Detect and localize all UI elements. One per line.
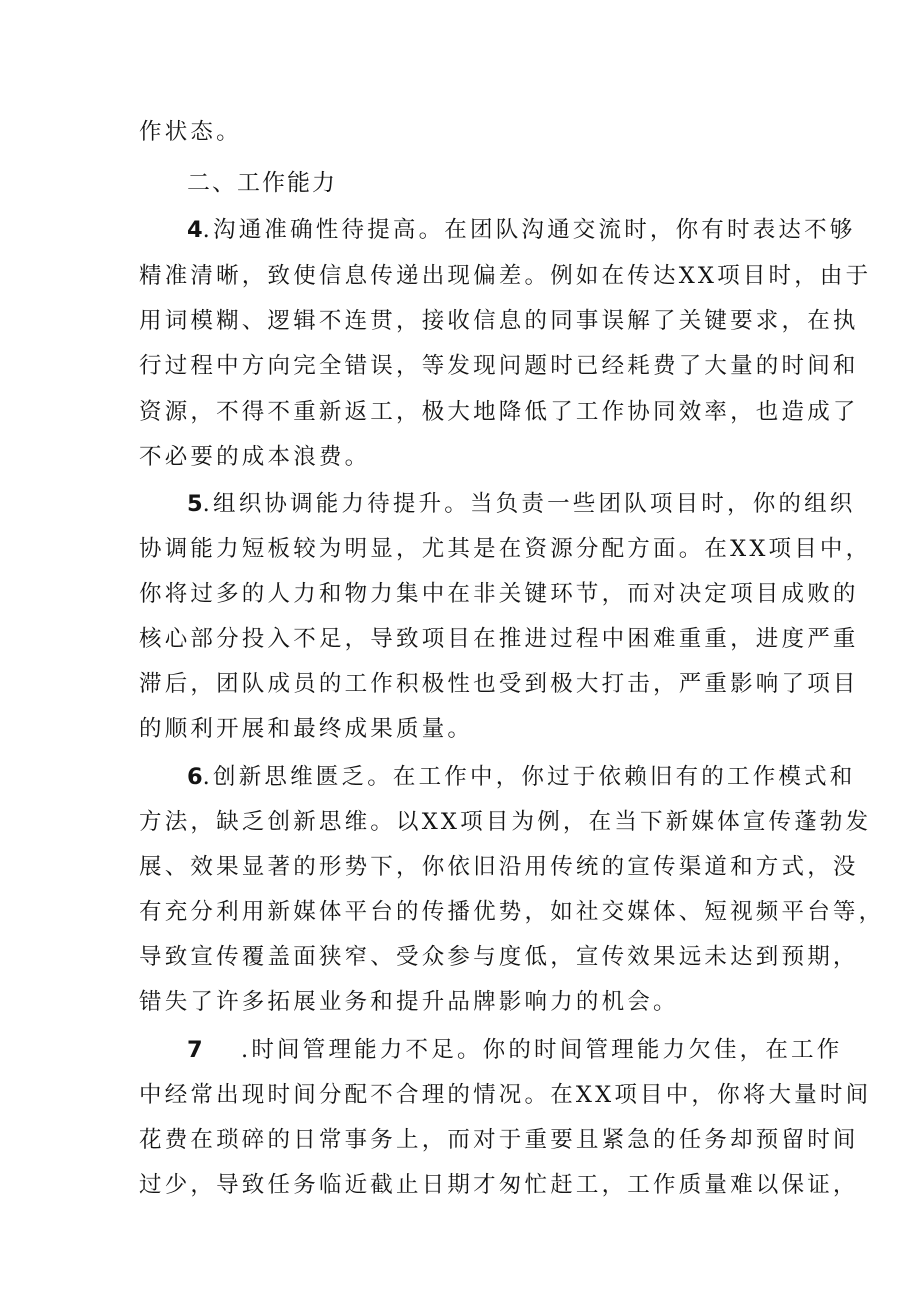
paragraph-5-line-4 (139, 619, 859, 659)
line-text: 你将过多的人力和物力集中在非关键环节，而对决定项目成败的 (139, 581, 859, 607)
paragraph-6-line-4 (139, 892, 885, 932)
line-text: .组织协调能力待提升。当负责一些团队项目时，你的组织 (202, 491, 856, 517)
paragraph-5-line-6 (139, 709, 799, 749)
paragraph-4-line-6 (139, 437, 799, 477)
paragraph-5-line-2 (139, 529, 872, 569)
item-number: 4 (187, 217, 203, 243)
paragraph-7-line-4 (139, 1165, 859, 1205)
line-text: 核心部分投入不足，导致项目在推进过程中困难重重，进度严重 (139, 626, 859, 652)
paragraph-4-line-2 (139, 256, 872, 296)
paragraph-6-line-6 (139, 982, 799, 1022)
line-text: 资源，不得不重新返工，极大地降低了工作协同效率，也造成了 (139, 399, 859, 425)
item-number: 7 (187, 1037, 203, 1063)
line-text: 精准清晰，致使信息传递出现偏差。例如在传达XX项目时，由于 (139, 263, 872, 289)
line-text: 花费在琐碎的日常事务上，而对于重要且紧急的任务却预留时间 (139, 1127, 859, 1153)
paragraph-7-line-2 (139, 1075, 872, 1115)
paragraph-4-line-3 (139, 301, 859, 341)
paragraph-5-line-1 (187, 484, 856, 524)
line-text: .沟通准确性待提高。在团队沟通交流时，你有时表达不够 (202, 217, 856, 243)
line-text: 过少，导致任务临近截止日期才匆忙赶工，工作质量难以保证， (139, 1172, 859, 1198)
paragraph-4-line-5 (139, 392, 859, 432)
paragraph-5-line-5 (139, 664, 859, 704)
paragraph-6-line-5 (139, 937, 859, 977)
line-text: 作状态。 (139, 119, 242, 145)
section-heading (187, 163, 847, 203)
line-text: 导致宣传覆盖面狭窄、受众参与度低，宣传效果远未达到预期， (139, 944, 859, 970)
line-text: 中经常出现时间分配不合理的情况。在XX项目中，你将大量时间 (139, 1082, 872, 1108)
paragraph-6-line-2 (139, 802, 872, 842)
heading-text: 二、工作能力 (187, 170, 337, 196)
paragraph-4-line-4 (139, 346, 859, 386)
paragraph-7-line-1 (187, 1030, 847, 1070)
item-number: 6 (187, 764, 203, 790)
text-line-1 (139, 112, 799, 152)
line-text: 错失了许多拓展业务和提升品牌影响力的机会。 (139, 989, 679, 1015)
line-text: 不必要的成本浪费。 (139, 444, 371, 470)
line-text: 方法，缺乏创新思维。以XX项目为例，在当下新媒体宣传蓬勃发 (139, 809, 872, 835)
line-text: 用词模糊、逻辑不连贯，接收信息的同事误解了关键要求，在执 (139, 308, 859, 334)
line-text: 协调能力短板较为明显，尤其是在资源分配方面。在XX项目中， (139, 536, 872, 562)
paragraph-7-line-3 (139, 1120, 859, 1160)
line-text: 展、效果显著的形势下，你依旧沿用传统的宣传渠道和方式，没 (139, 854, 859, 880)
line-text: 的顺利开展和最终成果质量。 (139, 716, 474, 742)
paragraph-6-line-3 (139, 847, 859, 887)
line-text: .创新思维匮乏。在工作中，你过于依赖旧有的工作模式和 (202, 764, 856, 790)
line-text: .时间管理能力不足。你的时间管理能力欠佳，在工作 (241, 1037, 843, 1063)
line-text: 滞后，团队成员的工作积极性也受到极大打击，严重影响了项目 (139, 671, 859, 697)
paragraph-6-line-1 (187, 757, 856, 797)
item-number: 5 (187, 491, 203, 517)
paragraph-5-line-3 (139, 574, 859, 614)
line-text: 行过程中方向完全错误，等发现问题时已经耗费了大量的时间和 (139, 353, 859, 379)
line-text: 有充分利用新媒体平台的传播优势，如社交媒体、短视频平台等， (139, 899, 885, 925)
paragraph-4-line-1 (187, 210, 856, 250)
